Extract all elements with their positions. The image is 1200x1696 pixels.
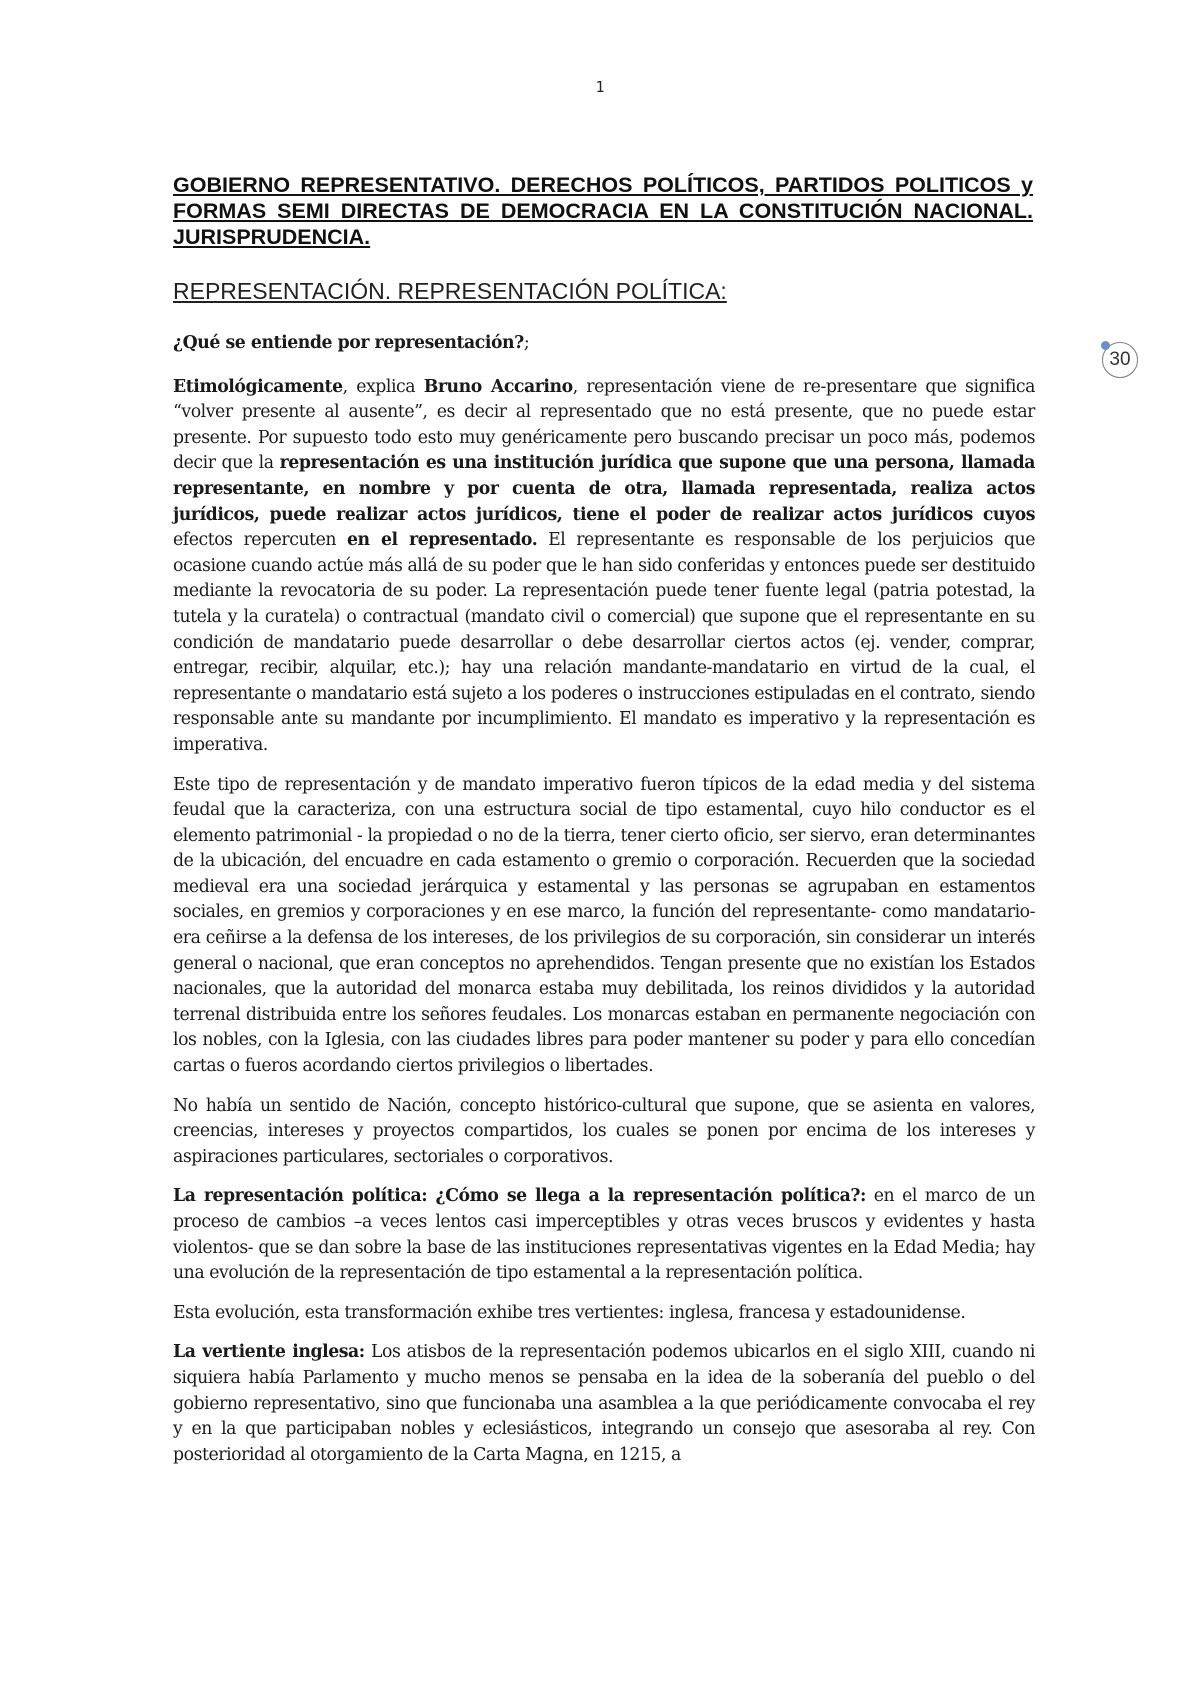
p1-text-3: efectos repercuten (173, 530, 347, 551)
question-text: ¿Qué se entiende por representación? (173, 333, 524, 353)
badge-dot-icon (1101, 341, 1110, 350)
section-heading: REPRESENTACIÓN. REPRESENTACIÓN POLÍTICA: (173, 278, 727, 304)
p1-bold-1: Etimológicamente (173, 376, 343, 397)
p6-text: Los atisbos de la representación podemos ubicarlos en el siglo XIII, cuando ni siquiera había Parlamento y mucho menos se pensaba en la idea de la soberanía del pueblo o del gobierno representativo, sino que funcionaba una asamblea a la que periódicamente convocaba el rey y en la que participaban nobles y eclesiásticos, integrando un consejo que asesoraba al rey. Con posterioridad al otorgamiento de la Carta Magna, en 1215, a (173, 1342, 1035, 1465)
p1-bold-definition: representación es una institución jurídica que supone que una persona, llamada representante, en nombre y por cuenta de otra, llamada representada, realiza actos jurídicos, puede realizar actos jurídicos, tiene el poder de realizar actos jurídicos cuyos (173, 453, 1035, 525)
p1-text-2: , representación viene de re-presentare que significa “volver presente al ausente”, es decir al representado que no está presente, que no puede estar presente. Por supuesto todo esto muy genéricamente pero buscando precisar un poco más, podemos decir que la (173, 376, 1035, 474)
p1-bold-represented: en el representado. (346, 530, 538, 551)
paragraph-nation: No había un sentido de Nación, concepto histórico-cultural que supone, que se asienta en valores, creencias, intereses y proyectos compartidos, los cuales se ponen por encima de los intereses y aspiraciones particulares, sectoriales o corporativos. (173, 1095, 1035, 1167)
paragraph-medieval: Este tipo de representación y de mandato imperativo fueron típicos de la edad media y del sistema feudal que la caracteriza, con una estructura social de tipo estamental, cuyo hilo conductor es el elemento patrimonial - la propiedad o no de la tierra, tener cierto oficio, ser siervo, eran determinantes de la ubicación, del encuadre en cada estamento o gremio o corporación. Recuerden que la sociedad medieval era una sociedad jerárquica y estamental y las personas se agrupaban en estamentos sociales, en gremios y corporaciones y en ese marco, la función del representante- como mandatario- era ceñirse a la defensa de los intereses, de los privilegios de su corporación, sin considerar un interés general o nacional, que eran conceptos no aprehendidos. Tengan presente que no existían los Estados nacionales, que la autoridad del monarca estaba muy debilitada, los reinos divididos y la autoridad terrenal distribuida entre los señores feudales. Los monarcas estaban en permanente negociación con los nobles, con la Iglesia, con las ciudades libres para poder mantener su poder y para ello concedían cartas o fueros acordando ciertos privilegios o libertades. (173, 774, 1035, 1077)
question-punct: ; (523, 333, 530, 353)
paragraph-etymology (173, 375, 1035, 759)
paragraph-evolution: Esta evolución, esta transformación exhibe tres vertientes: inglesa, francesa y estadounidense. (173, 1302, 966, 1323)
paragraph-english-strand (173, 1340, 1035, 1468)
page-count-badge[interactable]: 30 (1102, 342, 1138, 378)
question-paragraph (173, 331, 1035, 357)
p6-bold: La vertiente inglesa: (173, 1342, 365, 1363)
p1-text-1: , explica (342, 376, 424, 397)
page-number: 1 (595, 78, 605, 96)
p1-bold-author: Bruno Accarino (423, 376, 573, 397)
document-body (173, 331, 1035, 1482)
document-title: GOBIERNO REPRESENTATIVO. DERECHOS POLÍTICOS, PARTIDOS POLITICOS y FORMAS SEMI DIRECTAS DE DEMOCRACIA EN LA CONSTITUCIÓN NACIONAL. JURISPRUDENCIA. (173, 173, 1033, 249)
p4-bold: La representación política: ¿Cómo se llega a la representación política?: (173, 1186, 866, 1207)
p1-text-4: El representante es responsable de los perjuicios que ocasione cuando actúe más allá de su poder que le han sido conferidas y entonces puede ser destituido mediante la revocatoria de su poder. La representación puede tener fuente legal (patria potestad, la tutela y la curatela) o contractual (mandato civil o comercial) que supone que el representante en su condición de mandatario puede desarrollar o debe desarrollar ciertos actos (ej. vender, comprar, entregar, recibir, alquilar, etc.); hay una relación mandante-mandatario en virtud de la cual, el representante o mandatario está sujeto a los poderes o instrucciones estipuladas en el contrato, siendo responsable ante su mandante por incumplimiento. El mandato es imperativo y la representación es imperativa. (173, 530, 1035, 755)
p4-text: en el marco de un proceso de cambios –a veces lentos casi imperceptibles y otras veces bruscos y evidentes y hasta violentos- que se dan sobre la base de las instituciones representativas vigentes en la Edad Media; hay una evolución de la representación de tipo estamental a la representación política. (173, 1186, 1035, 1284)
paragraph-political-representation (173, 1184, 1035, 1286)
